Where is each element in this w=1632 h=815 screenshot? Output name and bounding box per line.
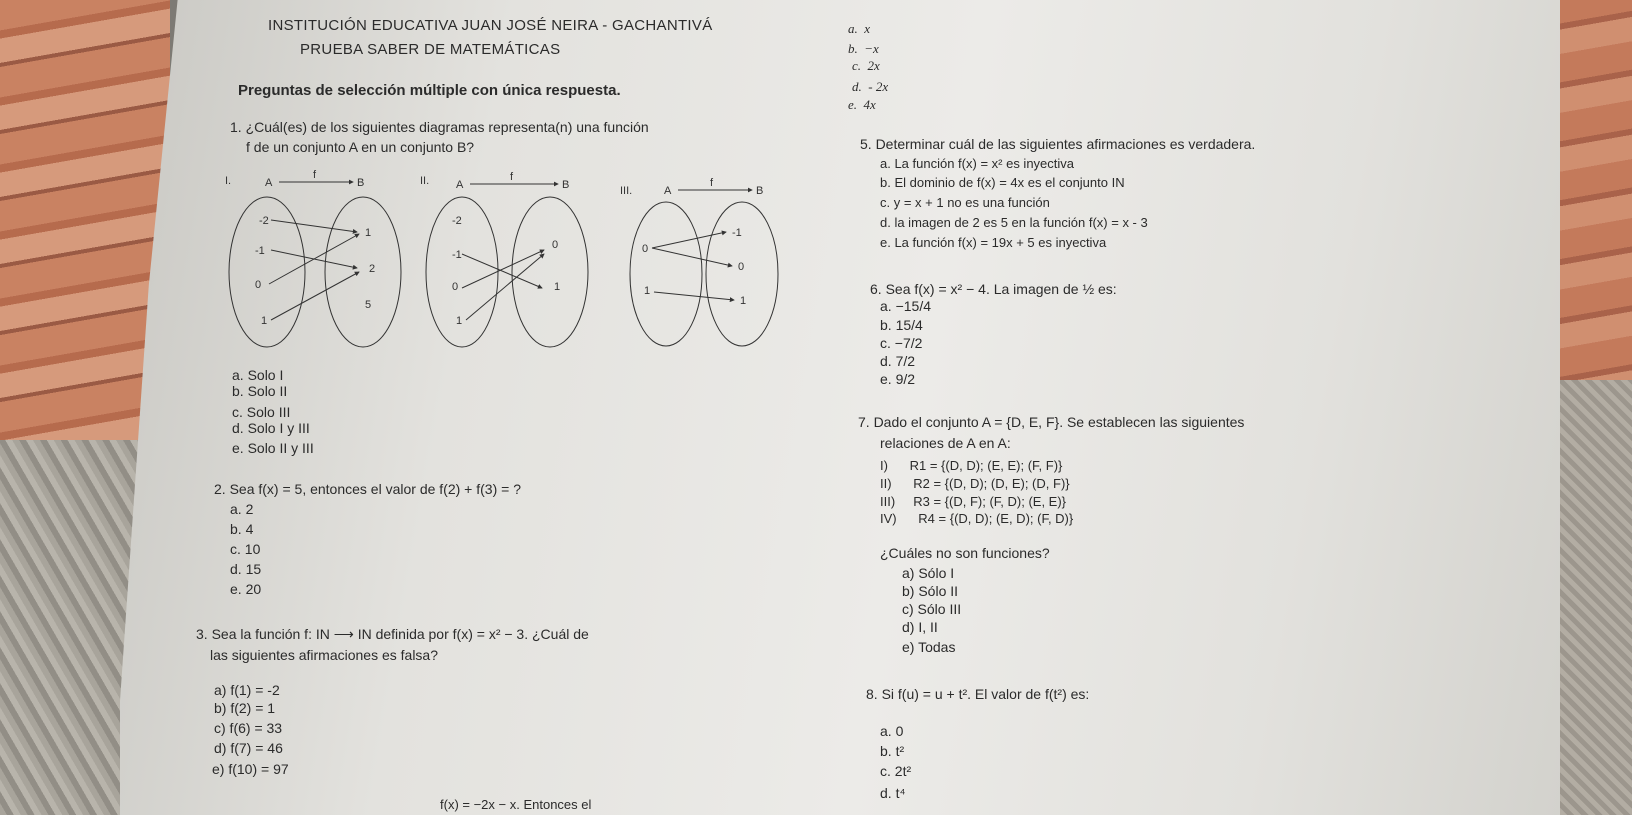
diagram-3-codomain-oval — [706, 202, 778, 346]
q2-option-b[interactable]: b. 4 — [230, 521, 254, 537]
diagram-2-set-a: A — [456, 179, 464, 191]
diagram-3-domain-oval — [630, 202, 702, 346]
q7-relation: III) R3 = {(D, F); (F, D); (E, E)} — [880, 494, 1067, 509]
q3-option-b[interactable]: b) f(2) = 1 — [214, 700, 276, 716]
q8-option-c[interactable]: c. 2t² — [880, 763, 912, 779]
diagram-2-f: f — [510, 171, 514, 183]
diagram-1-a-element: 0 — [255, 279, 262, 291]
q7-option-a[interactable]: a) Sólo I — [902, 565, 955, 581]
diagram-1-f: f — [313, 169, 317, 181]
q6-option-a[interactable]: a. −15/4 — [880, 298, 931, 314]
diagram-2-set-b: B — [562, 179, 570, 191]
q7-relation: I) R1 = {(D, D); (E, E); (F, F)} — [880, 458, 1063, 473]
top-option: e. 4x — [848, 97, 876, 112]
q2-option-a[interactable]: a. 2 — [230, 501, 254, 517]
q7-relation: IV) R4 = {(D, D); (E, D); (F, D)} — [880, 511, 1074, 526]
diagram-2-b-element: 0 — [552, 239, 559, 251]
q7-question: ¿Cuáles no son funciones? — [880, 545, 1050, 561]
diagram-3-f: f — [710, 177, 714, 189]
top-option: c. 2x — [852, 58, 880, 73]
diagram-2-b-element: 1 — [554, 281, 561, 293]
diagram-1-b-element: 5 — [365, 299, 372, 311]
q8-option-b[interactable]: b. t² — [880, 743, 905, 759]
q2-stem: 2. Sea f(x) = 5, entonces el valor de f(2) + f(3) = ? — [214, 481, 521, 497]
q3-option-d[interactable]: d) f(7) = 46 — [214, 740, 283, 756]
q6-option-d[interactable]: d. 7/2 — [880, 353, 916, 369]
diagram-1-mapping-arrow — [271, 220, 357, 232]
diagram-2 — [420, 172, 610, 362]
diagram-2-mapping-arrow — [462, 250, 544, 288]
diagram-2-a-element: 1 — [456, 315, 463, 327]
diagram-1-numeral: I. — [225, 175, 232, 187]
q2-option-c[interactable]: c. 10 — [230, 541, 261, 557]
q6-option-c[interactable]: c. −7/2 — [880, 335, 923, 351]
q2-option-e[interactable]: e. 20 — [230, 581, 262, 597]
diagram-3-mapping-arrow — [652, 232, 726, 248]
diagram-1-a-element: -1 — [255, 245, 265, 257]
exam-title: PRUEBA SABER DE MATEMÁTICAS — [300, 41, 561, 58]
section-heading: Preguntas de selección múltiple con única respuesta. — [238, 82, 621, 99]
top-option: b. −x — [848, 41, 879, 56]
diagram-3 — [620, 172, 810, 362]
diagram-1-a-element: 1 — [261, 315, 268, 327]
diagram-1-set-a: A — [265, 177, 273, 189]
q7-option-d[interactable]: d) I, II — [902, 619, 938, 635]
q1-option-c[interactable]: c. Solo III — [232, 404, 291, 420]
diagram-1-codomain-oval — [325, 197, 401, 347]
q1-option-d[interactable]: d. Solo I y III — [232, 420, 310, 436]
diagram-2-numeral: II. — [420, 175, 430, 187]
q7-relation: II) R2 = {(D, D); (D, E); (D, F)} — [880, 476, 1070, 491]
q7-option-b[interactable]: b) Sólo II — [902, 583, 959, 599]
background-ground-left — [0, 440, 140, 815]
diagram-3-numeral: III. — [620, 185, 633, 197]
q5-option-b[interactable]: b. El dominio de f(x) = 4x es el conjunto IN — [880, 175, 1125, 190]
diagram-3-mapping-arrow — [652, 248, 732, 266]
q5-option-a[interactable]: a. La función f(x) = x² es inyectiva — [880, 156, 1075, 171]
diagram-1-mapping-arrow — [271, 272, 359, 320]
diagram-2-a-element: -1 — [452, 249, 462, 261]
diagram-3-a-element: 0 — [642, 243, 649, 255]
q5-option-c[interactable]: c. y = x + 1 no es una función — [880, 195, 1050, 210]
q6-option-e[interactable]: e. 9/2 — [880, 371, 916, 387]
q5-stem: 5. Determinar cuál de las siguientes afirmaciones es verdadera. — [860, 136, 1256, 152]
q5-option-d[interactable]: d. la imagen de 2 es 5 en la función f(x) = x - 3 — [880, 215, 1148, 230]
diagram-2-a-element: -2 — [452, 215, 462, 227]
q5-option-e[interactable]: e. La función f(x) = 19x + 5 es inyectiva — [880, 235, 1107, 250]
diagram-3-set-a: A — [664, 185, 672, 197]
q7-option-e[interactable]: e) Todas — [902, 639, 956, 655]
top-option: d. - 2x — [852, 79, 889, 94]
q7-stem-line2: relaciones de A en A: — [880, 435, 1011, 451]
q6-stem: 6. Sea f(x) = x² − 4. La imagen de ½ es: — [870, 281, 1117, 297]
q1-option-e[interactable]: e. Solo II y III — [232, 440, 314, 456]
q8-stem: 8. Si f(u) = u + t². El valor de f(t²) es: — [866, 686, 1090, 702]
q3-stem-line2: las siguientes afirmaciones es falsa? — [210, 647, 439, 663]
q1-stem-line2: f de un conjunto A en un conjunto B? — [246, 139, 475, 155]
q3-option-e[interactable]: e) f(10) = 97 — [212, 761, 289, 777]
diagram-1-b-element: 1 — [365, 227, 372, 239]
diagram-2-mapping-arrow — [466, 254, 544, 320]
q3-option-a[interactable]: a) f(1) = -2 — [214, 682, 280, 698]
q4-stem-partial: f(x) = −2x − x. Entonces el — [440, 797, 592, 812]
q6-option-b[interactable]: b. 15/4 — [880, 317, 923, 333]
diagram-1-a-element: -2 — [259, 215, 269, 227]
q1-option-b[interactable]: b. Solo II — [232, 383, 288, 399]
diagram-3-set-b: B — [756, 185, 764, 197]
diagram-3-b-element: 0 — [738, 261, 745, 273]
q1-stem-line1: 1. ¿Cuál(es) de los siguientes diagramas representa(n) una función — [230, 119, 649, 135]
top-option: a. x — [848, 21, 871, 36]
q3-stem-line1: 3. Sea la función f: IN ⟶ IN definida por f(x) = x² − 3. ¿Cuál de — [196, 626, 589, 642]
q8-option-d[interactable]: d. t⁴ — [880, 785, 906, 801]
q2-option-d[interactable]: d. 15 — [230, 561, 262, 577]
diagram-3-b-element: -1 — [732, 227, 742, 239]
school-title: INSTITUCIÓN EDUCATIVA JUAN JOSÉ NEIRA - GACHANTIVÁ — [268, 17, 713, 34]
q8-option-a[interactable]: a. 0 — [880, 723, 904, 739]
diagram-1-b-element: 2 — [369, 263, 376, 275]
diagram-1 — [225, 169, 415, 362]
q7-option-c[interactable]: c) Sólo III — [902, 601, 962, 617]
q1-option-a[interactable]: a. Solo I — [232, 367, 284, 383]
q7-stem-line1: 7. Dado el conjunto A = {D, E, F}. Se establecen las siguientes — [858, 414, 1245, 430]
diagram-3-b-element: 1 — [740, 295, 747, 307]
diagram-1-set-b: B — [357, 177, 365, 189]
diagram-3-mapping-arrow — [654, 292, 734, 300]
diagram-3-a-element: 1 — [644, 285, 651, 297]
diagram-2-a-element: 0 — [452, 281, 459, 293]
q3-option-c[interactable]: c) f(6) = 33 — [214, 720, 283, 736]
diagram-1-mapping-arrow — [269, 234, 359, 284]
